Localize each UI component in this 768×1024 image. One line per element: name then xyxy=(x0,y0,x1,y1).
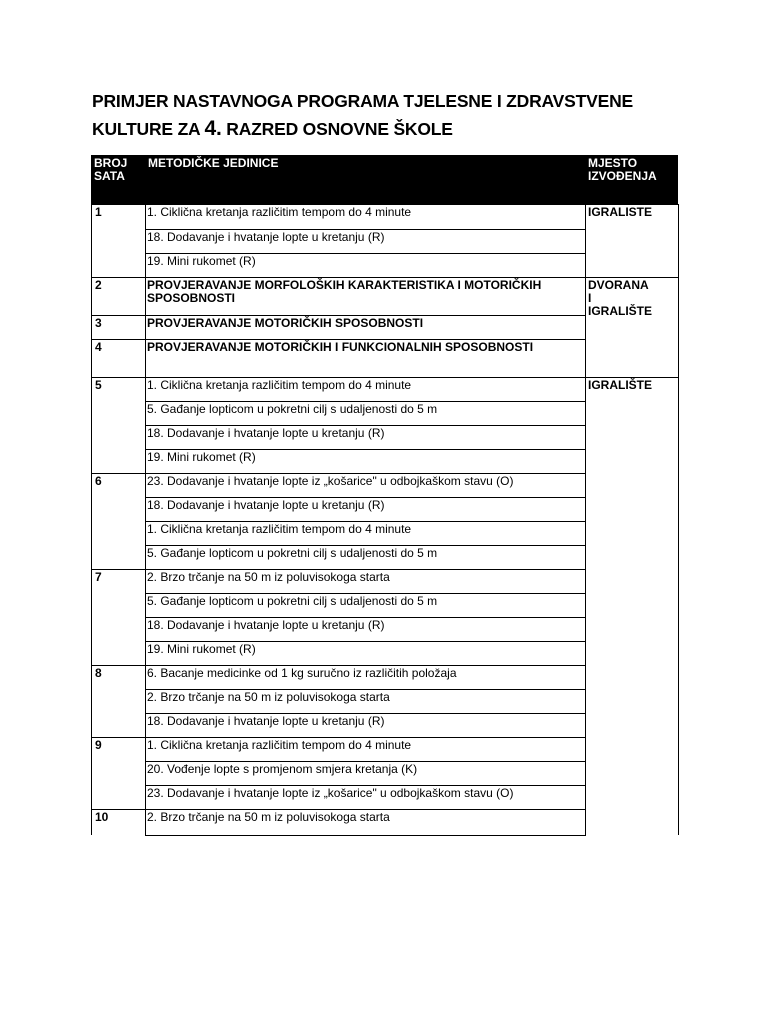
lesson-number: 7 xyxy=(95,570,102,584)
lesson-unit: 18. Dodavanje i hvatanje lopte u kretanju (R) xyxy=(147,230,385,244)
place-label: IGRALISTE xyxy=(588,205,653,219)
lesson-unit: PROVJERAVANJE MORFOLOŠKIH KARAKTERISTIKA I MOTORIČKIH xyxy=(147,278,542,292)
lesson-unit: 2. Brzo trčanje na 50 m iz poluvisokoga starta xyxy=(147,570,390,584)
lesson-unit: 19. Mini rukomet (R) xyxy=(147,642,256,656)
lesson-unit: 19. Mini rukomet (R) xyxy=(147,254,256,268)
lesson-unit-cont: SPOSOBNOSTI xyxy=(147,291,236,305)
title-line-2 xyxy=(92,115,692,143)
lesson-unit: 18. Dodavanje i hvatanje lopte u kretanju (R) xyxy=(147,426,385,440)
column-divider-1 xyxy=(145,204,146,835)
lesson-unit: 20. Vođenje lopte s promjenom smjera kretanja (K) xyxy=(147,762,418,776)
title-line-1: PRIMJER NASTAVNOGA PROGRAMA TJELESNE I ZDRAVSTVENE xyxy=(92,91,633,111)
place-label: IGRALIŠTE xyxy=(588,378,653,392)
lesson-unit: 2. Brzo trčanje na 50 m iz poluvisokoga starta xyxy=(147,810,390,824)
lesson-unit: PROVJERAVANJE MOTORIČKIH I FUNKCIONALNIH SPOSOBNOSTI xyxy=(147,340,534,354)
lesson-unit: 19. Mini rukomet (R) xyxy=(147,450,256,464)
header-broj: BROJ xyxy=(94,156,128,170)
title-line-2-pre: KULTURE ZA xyxy=(92,119,205,139)
lesson-unit: 5. Gađanje lopticom u pokretni cilj s udaljenosti do 5 m xyxy=(147,402,438,416)
lesson-number: 10 xyxy=(95,810,109,824)
lesson-number: 3 xyxy=(95,316,102,330)
lesson-unit: 1. Ciklična kretanja različitim tempom do 4 minute xyxy=(147,738,412,752)
header-metodicke-jedinice: METODIČKE JEDINICE xyxy=(148,156,279,170)
lesson-unit: 18. Dodavanje i hvatanje lopte u kretanju (R) xyxy=(147,498,385,512)
header-sata: SATA xyxy=(94,169,125,183)
header-mjesto: MJESTO xyxy=(588,156,638,170)
lesson-unit: 18. Dodavanje i hvatanje lopte u kretanju (R) xyxy=(147,714,385,728)
lesson-number: 4 xyxy=(95,340,102,354)
table-left-border xyxy=(91,204,92,835)
header-mjesto-izvodenja xyxy=(588,157,657,183)
header-broj-sata xyxy=(94,157,127,183)
table-header xyxy=(91,155,678,204)
lesson-number: 9 xyxy=(95,738,102,752)
title-line-2-post: RAZRED OSNOVNE ŠKOLE xyxy=(221,119,453,139)
page-title xyxy=(92,88,692,143)
place-label: DVORANA xyxy=(588,278,649,292)
column-divider-2 xyxy=(585,204,586,835)
lesson-number: 2 xyxy=(95,278,102,292)
table-bottom-border xyxy=(145,835,586,836)
lesson-number: 8 xyxy=(95,666,102,680)
place-label-cont: IGRALIŠTE xyxy=(588,304,653,318)
lesson-unit: 5. Gađanje lopticom u pokretni cilj s udaljenosti do 5 m xyxy=(147,594,438,608)
lesson-unit: 1. Ciklična kretanja različitim tempom do 4 minute xyxy=(147,378,412,392)
lesson-unit: 2. Brzo trčanje na 50 m iz poluvisokoga starta xyxy=(147,690,390,704)
header-izvodenja: IZVOĐENJA xyxy=(588,169,657,183)
lesson-unit: 23. Dodavanje i hvatanje lopte iz „košarice" u odbojkaškom stavu (O) xyxy=(147,786,514,800)
lesson-unit: 6. Bacanje medicinke od 1 kg suručno iz različitih položaja xyxy=(147,666,457,680)
table-right-border xyxy=(678,204,679,835)
lesson-unit: 18. Dodavanje i hvatanje lopte u kretanju (R) xyxy=(147,618,385,632)
lesson-number: 5 xyxy=(95,378,102,392)
lesson-number: 1 xyxy=(95,205,102,219)
lesson-unit: 23. Dodavanje i hvatanje lopte iz „košarice" u odbojkaškom stavu (O) xyxy=(147,474,514,488)
place-label-cont: I xyxy=(588,291,592,305)
lesson-unit: 1. Ciklična kretanja različitim tempom do 4 minute xyxy=(147,522,412,536)
lesson-unit: 1. Ciklična kretanja različitim tempom do 4 minute xyxy=(147,205,412,219)
lesson-unit: 5. Gađanje lopticom u pokretni cilj s udaljenosti do 5 m xyxy=(147,546,438,560)
title-grade-number: 4. xyxy=(204,117,222,140)
lesson-number: 6 xyxy=(95,474,102,488)
lesson-unit: PROVJERAVANJE MOTORIČKIH SPOSOBNOSTI xyxy=(147,316,424,330)
